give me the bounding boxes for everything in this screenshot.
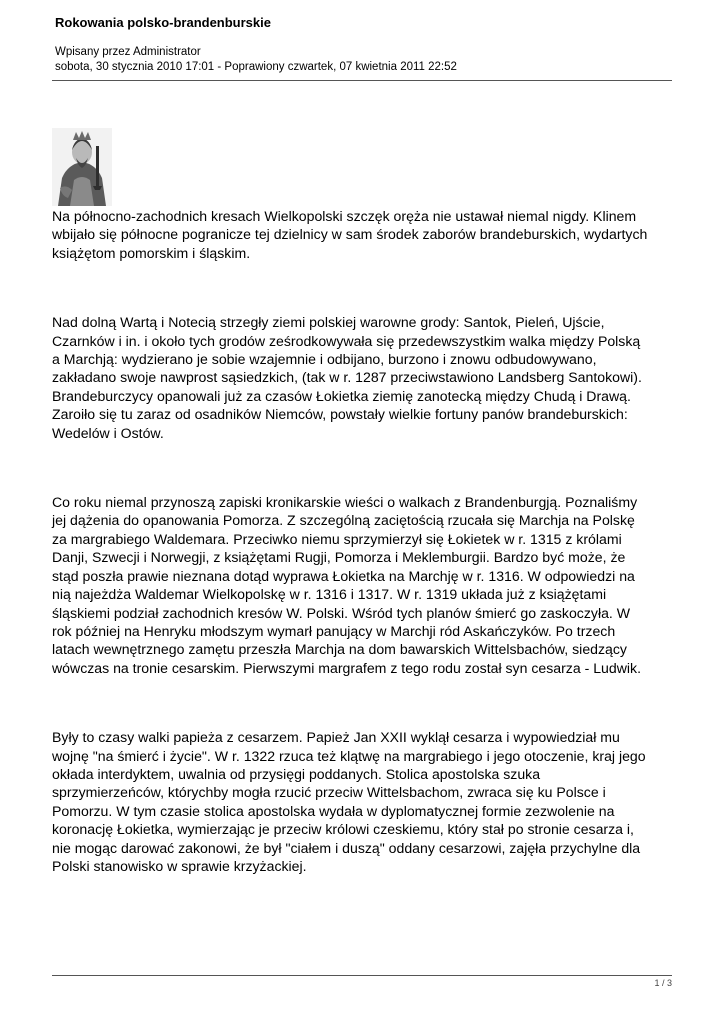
article-meta [55,45,672,75]
paragraph-4: Były to czasy walki papieża z cesarzem. Papież Jan XXII wyklął cesarza i wypowiedział mu wojnę "na śmierć i życie". W r. 1322 rzuca też klątwę na margrabiego i jego otoczenie, kraj jego okłada interdyktem, uwalnia od przysięgi poddanych. Stolica apostolska szuka sprzymierzeńców, którychby mogła rzucić przeciw Wittelsbachom, zwraca się ku Polsce i Pomorzu. W tym czasie stolica apostolska wydała w dyplomatycznej formie zezwolenie na koronację Łokietka, wymierzając je przeciw królowi czeskiemu, który stał po stronie cesarza i, nie mogąc darować zakonowi, że był "ciałem i duszą" oddany cesarzowi, zajęła przychylne dla Polski stanowisko w sprawie krzyżackiej. [52,729,646,874]
author-line: Wpisany przez Administrator [55,46,201,58]
king-portrait-image [52,128,112,206]
article-title: Rokowania polsko-brandenburskie [55,15,271,30]
footer-divider [52,975,672,976]
paragraph-3: Co roku niemal przynoszą zapiski kronikarskie wieści o walkach z Brandenburgją. Poznaliśmy jej dążenia do opanowania Pomorza. Z szczególną zaciętością rzucała się Marchja na Polskę za margrabiego Waldemara. Przeciwko niemu sprzymierzył się Łokietek w r. 1315 z królami Danji, Szwecji i Norwegji, z książętami Rugji, Pomorza i Meklemburgii. Bardzo być może, że stąd poszła prawie nieznana dotąd wyprawa Łokietka na Marchję w r. 1316. W odpowiedzi na nią najeżdża Waldemar Wielkopolskę w r. 1316 i 1317. W r. 1319 układa już z książętami śląskiemi podział zachodnich kresów W. Polski. Wśród tych planów śmierć go zaskoczyła. W rok później na Henryku młodszym wymarł panujący w Marchji ród Askańczyków. Po trzech latach wewnętrznego zamętu przeszła Marchja na dom bawarskich Wittelsbachów, siedzący wówczas na tronie cesarskim. Pierwszymi margrafem z tego rodu został syn cesarza - Ludwik. [52,494,642,676]
date-line: sobota, 30 stycznia 2010 17:01 - Poprawiony czwartek, 07 kwietnia 2011 22:52 [55,61,457,73]
article-header [55,14,672,75]
paragraph-2: Nad dolną Wartą i Notecią strzegły ziemi polskiej warowne grody: Santok, Pieleń, Ujście, Czarnków i in. i około tych grodów ześrodkowywała się przedewszystkim walka między Polską a Marchją: wydzierano je sobie wzajemnie i odbijano, burzono i znowu odbudowywano, zakładano swoje nawprost sąsiedzkich, (tak w r. 1287 przeciwstawiono Landsberg Santokowi). Brandeburczycy opanowali już za czasów Łokietka ziemię zanotecką między Chudą i Drawą. Zaroiło się tu zaraz od osadników Niemców, powstały wielkie fortuny panów brandeburskich: Wedelów i Ostów. [52,314,642,441]
article-body [52,207,677,875]
paragraph-1: Na północno-zachodnich kresach Wielkopolski szczęk oręża nie ustawał niemal nigdy. Klinem wbijało się północne pogranicze tej dzielnicy w sam środek zaborów brandeburskich, wydartych książętom pomorskim i śląskim. [52,208,648,261]
header-divider [52,80,672,81]
page-number: 1 / 3 [654,978,672,988]
